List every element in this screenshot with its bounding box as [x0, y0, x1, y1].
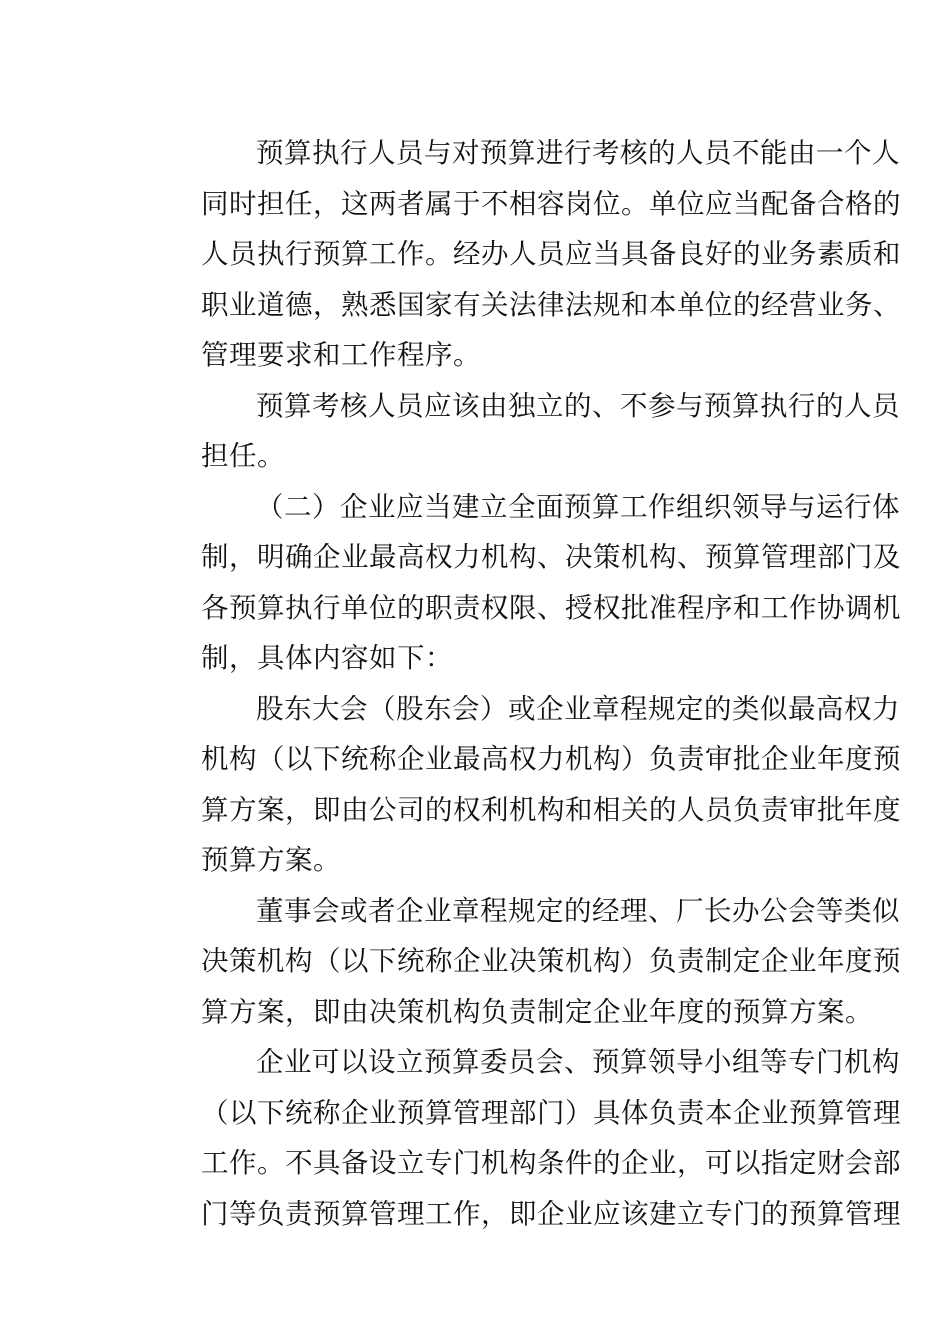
text-line: （以下统称企业预算管理部门）具体负责本企业预算管理 [201, 1096, 901, 1129]
text-line: 制，明确企业最高权力机构、决策机构、预算管理部门及 [201, 541, 901, 573]
text-line: 预算方案。 [201, 844, 341, 876]
document-body [146, 128, 901, 1239]
paragraph-4 [146, 684, 901, 886]
text-line: 工作。不具备设立专门机构条件的企业，可以指定财会部 [201, 1147, 901, 1179]
text-line: 门等负责预算管理工作，即企业应该建立专门的预算管理 [201, 1197, 901, 1230]
text-line: 董事会或者企业章程规定的经理、厂长办公会等类似 [256, 894, 900, 927]
text-line: 职业道德，熟悉国家有关法律法规和本单位的经营业务、 [201, 288, 901, 321]
text-line: 担任。 [201, 440, 285, 472]
paragraph-2 [146, 381, 900, 482]
paragraph-5 [146, 886, 901, 1038]
text-line: 机构（以下统称企业最高权力机构）负责审批企业年度预 [201, 743, 901, 775]
text-line: 各预算执行单位的职责权限、授权批准程序和工作协调机 [201, 591, 901, 624]
text-line: 企业可以设立预算委员会、预算领导小组等专门机构 [256, 1046, 900, 1078]
text-line: 同时担任，这两者属于不相容岗位。单位应当配备合格的 [201, 187, 901, 220]
text-line: 制，具体内容如下： [201, 642, 453, 674]
text-line: 预算执行人员与对预算进行考核的人员不能由一个人 [256, 137, 900, 169]
paragraph-6 [146, 1037, 901, 1239]
text-line: 人员执行预算工作。经办人员应当具备良好的业务素质和 [201, 238, 901, 270]
text-line: 预算考核人员应该由独立的、不参与预算执行的人员 [256, 389, 900, 422]
paragraph-1 [146, 128, 901, 381]
text-line: 股东大会（股东会）或企业章程规定的类似最高权力 [256, 692, 900, 725]
text-line: 决策机构（以下统称企业决策机构）负责制定企业年度预 [201, 945, 901, 977]
text-line: 算方案，即由决策机构负责制定企业年度的预算方案。 [201, 995, 873, 1028]
text-line: （二）企业应当建立全面预算工作组织领导与运行体 [256, 490, 900, 523]
paragraph-3 [146, 482, 901, 684]
text-line: 算方案，即由公司的权利机构和相关的人员负责审批年度 [201, 793, 901, 826]
text-line: 管理要求和工作程序。 [201, 339, 481, 371]
